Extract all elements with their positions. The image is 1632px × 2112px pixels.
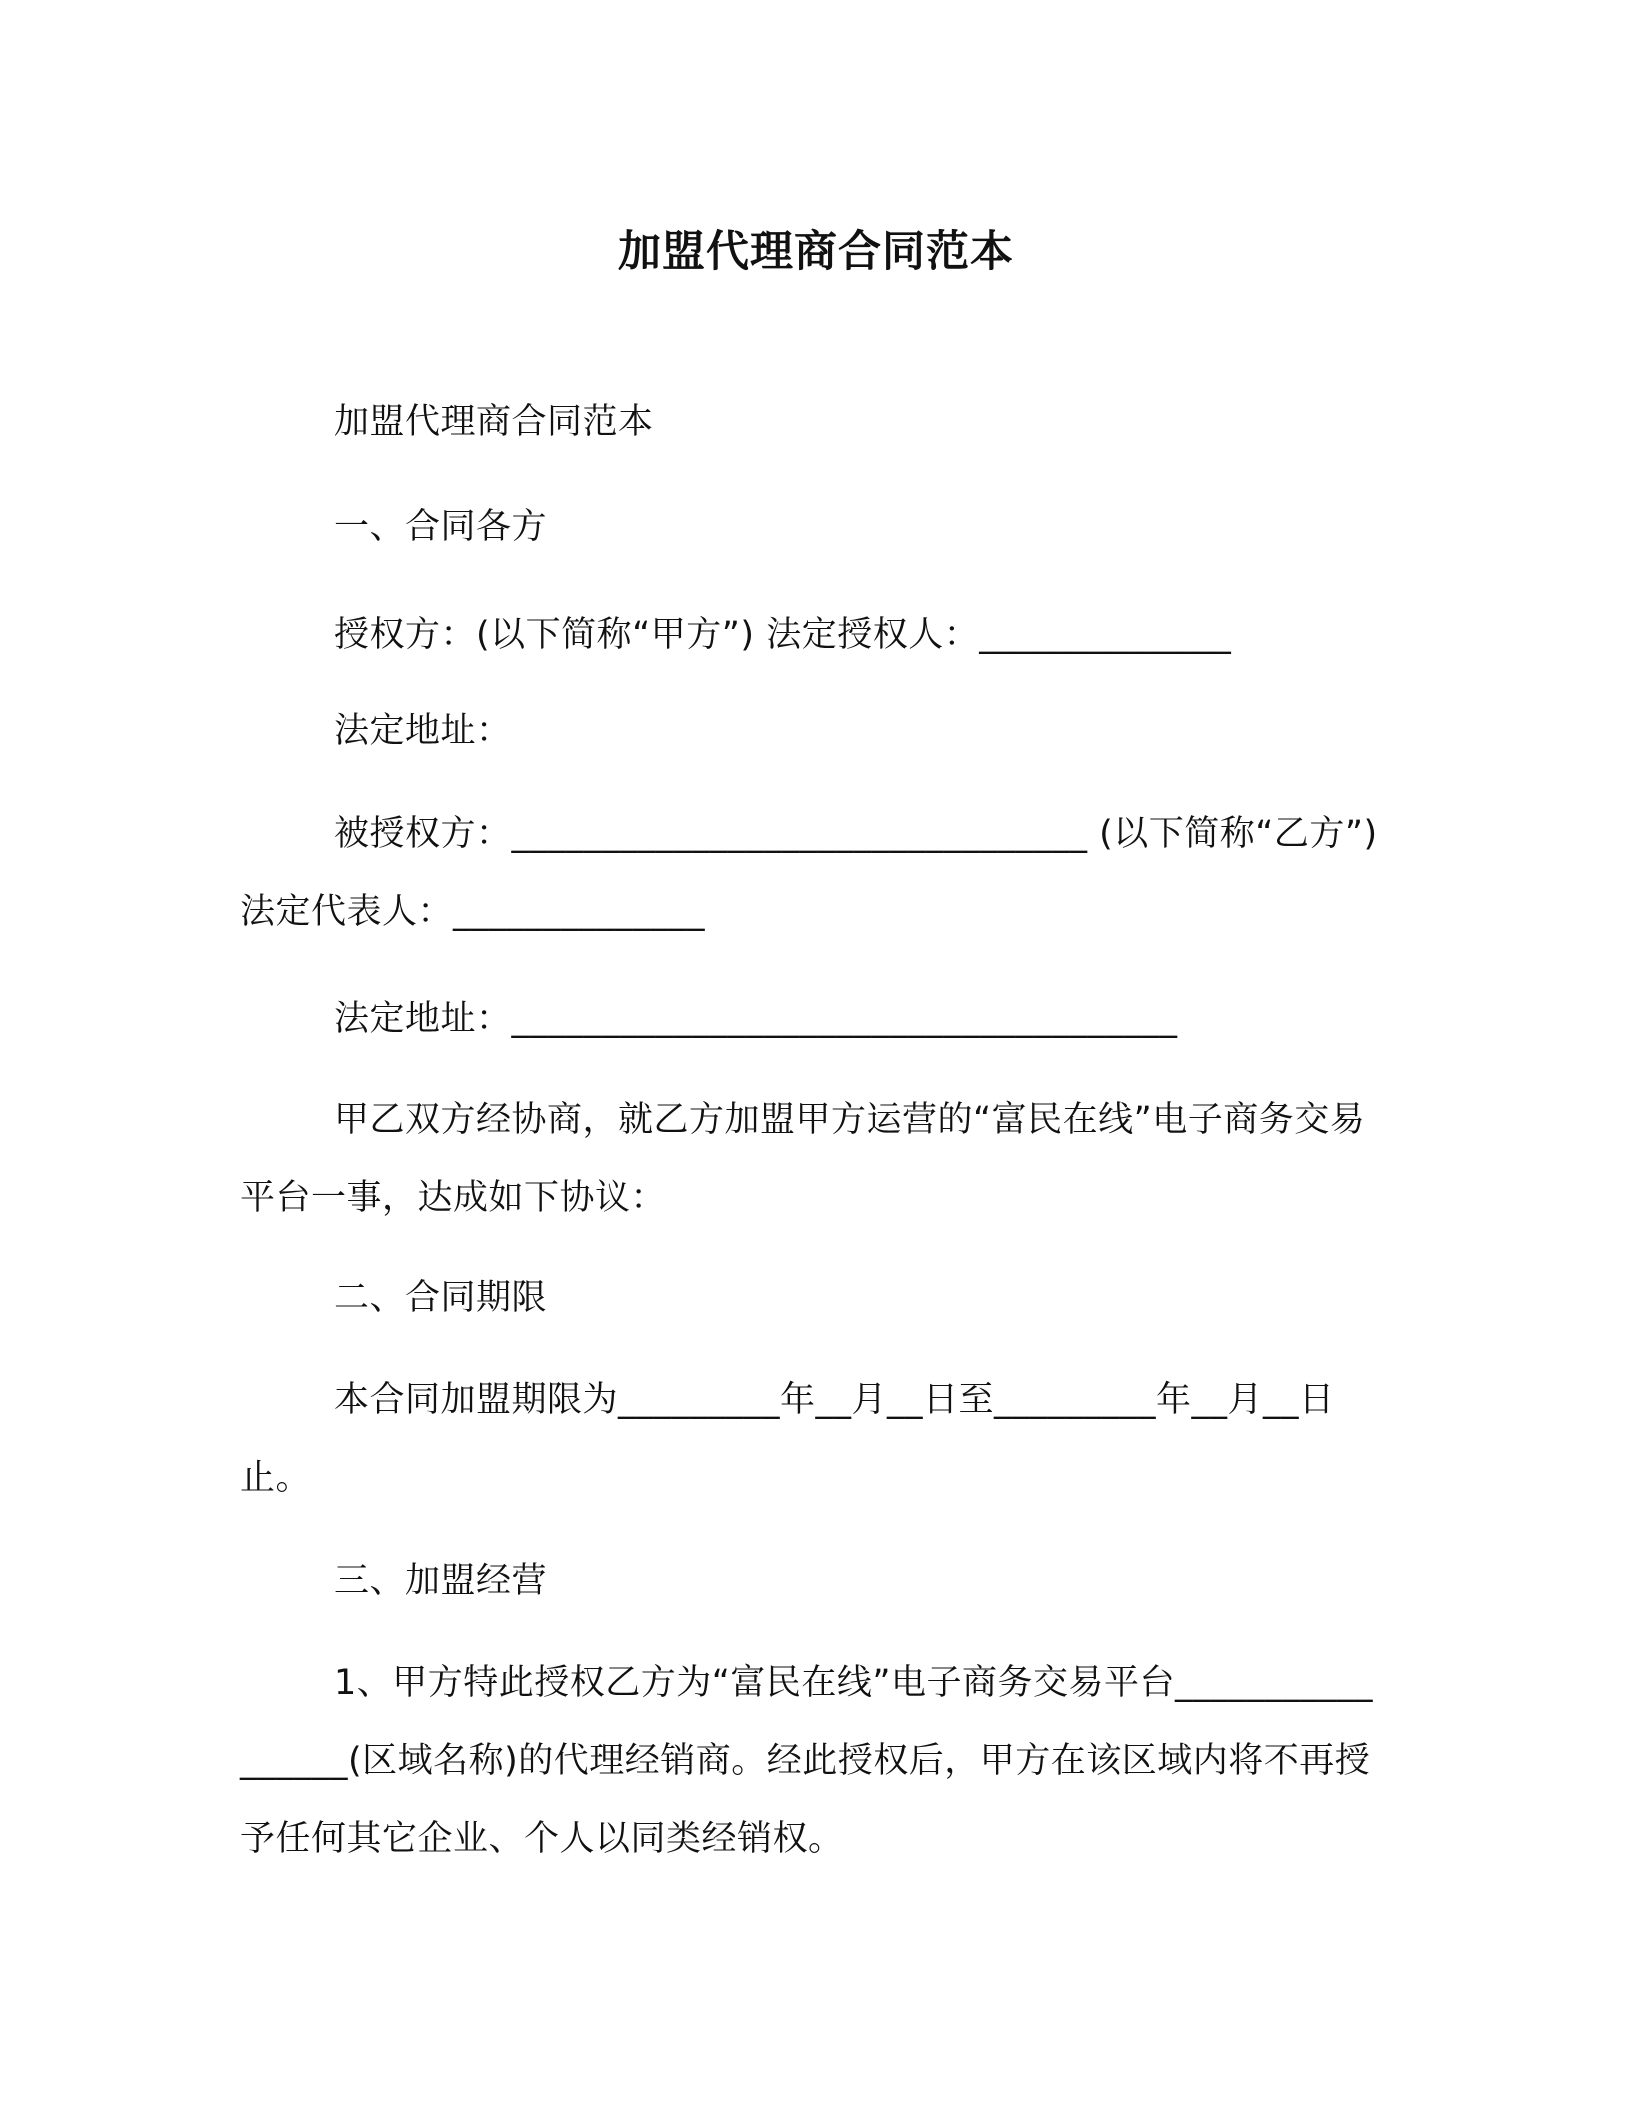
paragraph-authorized-party: 被授权方：________________________________ (以下简称“乙方”) 法定代表人：______________	[240, 814, 1378, 932]
section-heading-franchise: 三、加盟经营	[334, 1561, 548, 1601]
section-heading-parties: 一、合同各方	[334, 507, 548, 547]
paragraph-authorized-address: 法定地址：_____________________________________	[334, 999, 1178, 1039]
paragraph-term: 本合同加盟期限为_________年__月__日至_________年__月__日止。	[240, 1380, 1335, 1498]
paragraph-authorizer-address: 法定地址：	[334, 711, 512, 751]
paragraph-subtitle: 加盟代理商合同范本	[334, 402, 654, 442]
section-heading-term: 二、合同期限	[334, 1278, 548, 1318]
paragraph-agreement-intro: 甲乙双方经协商，就乙方加盟甲方运营的“富民在线”电子商务交易平台一事，达成如下协议：	[240, 1100, 1366, 1218]
paragraph-franchise-clause-1: 1、甲方特此授权乙方为“富民在线”电子商务交易平台_________________(区域名称)的代理经销商。经此授权后，甲方在该区域内将不再授予任何其它企业、个人以同类经销权。	[240, 1663, 1374, 1859]
document-title: 加盟代理商合同范本	[618, 227, 1014, 277]
paragraph-authorizer: 授权方：(以下简称“甲方”) 法定授权人：______________	[334, 615, 1232, 655]
